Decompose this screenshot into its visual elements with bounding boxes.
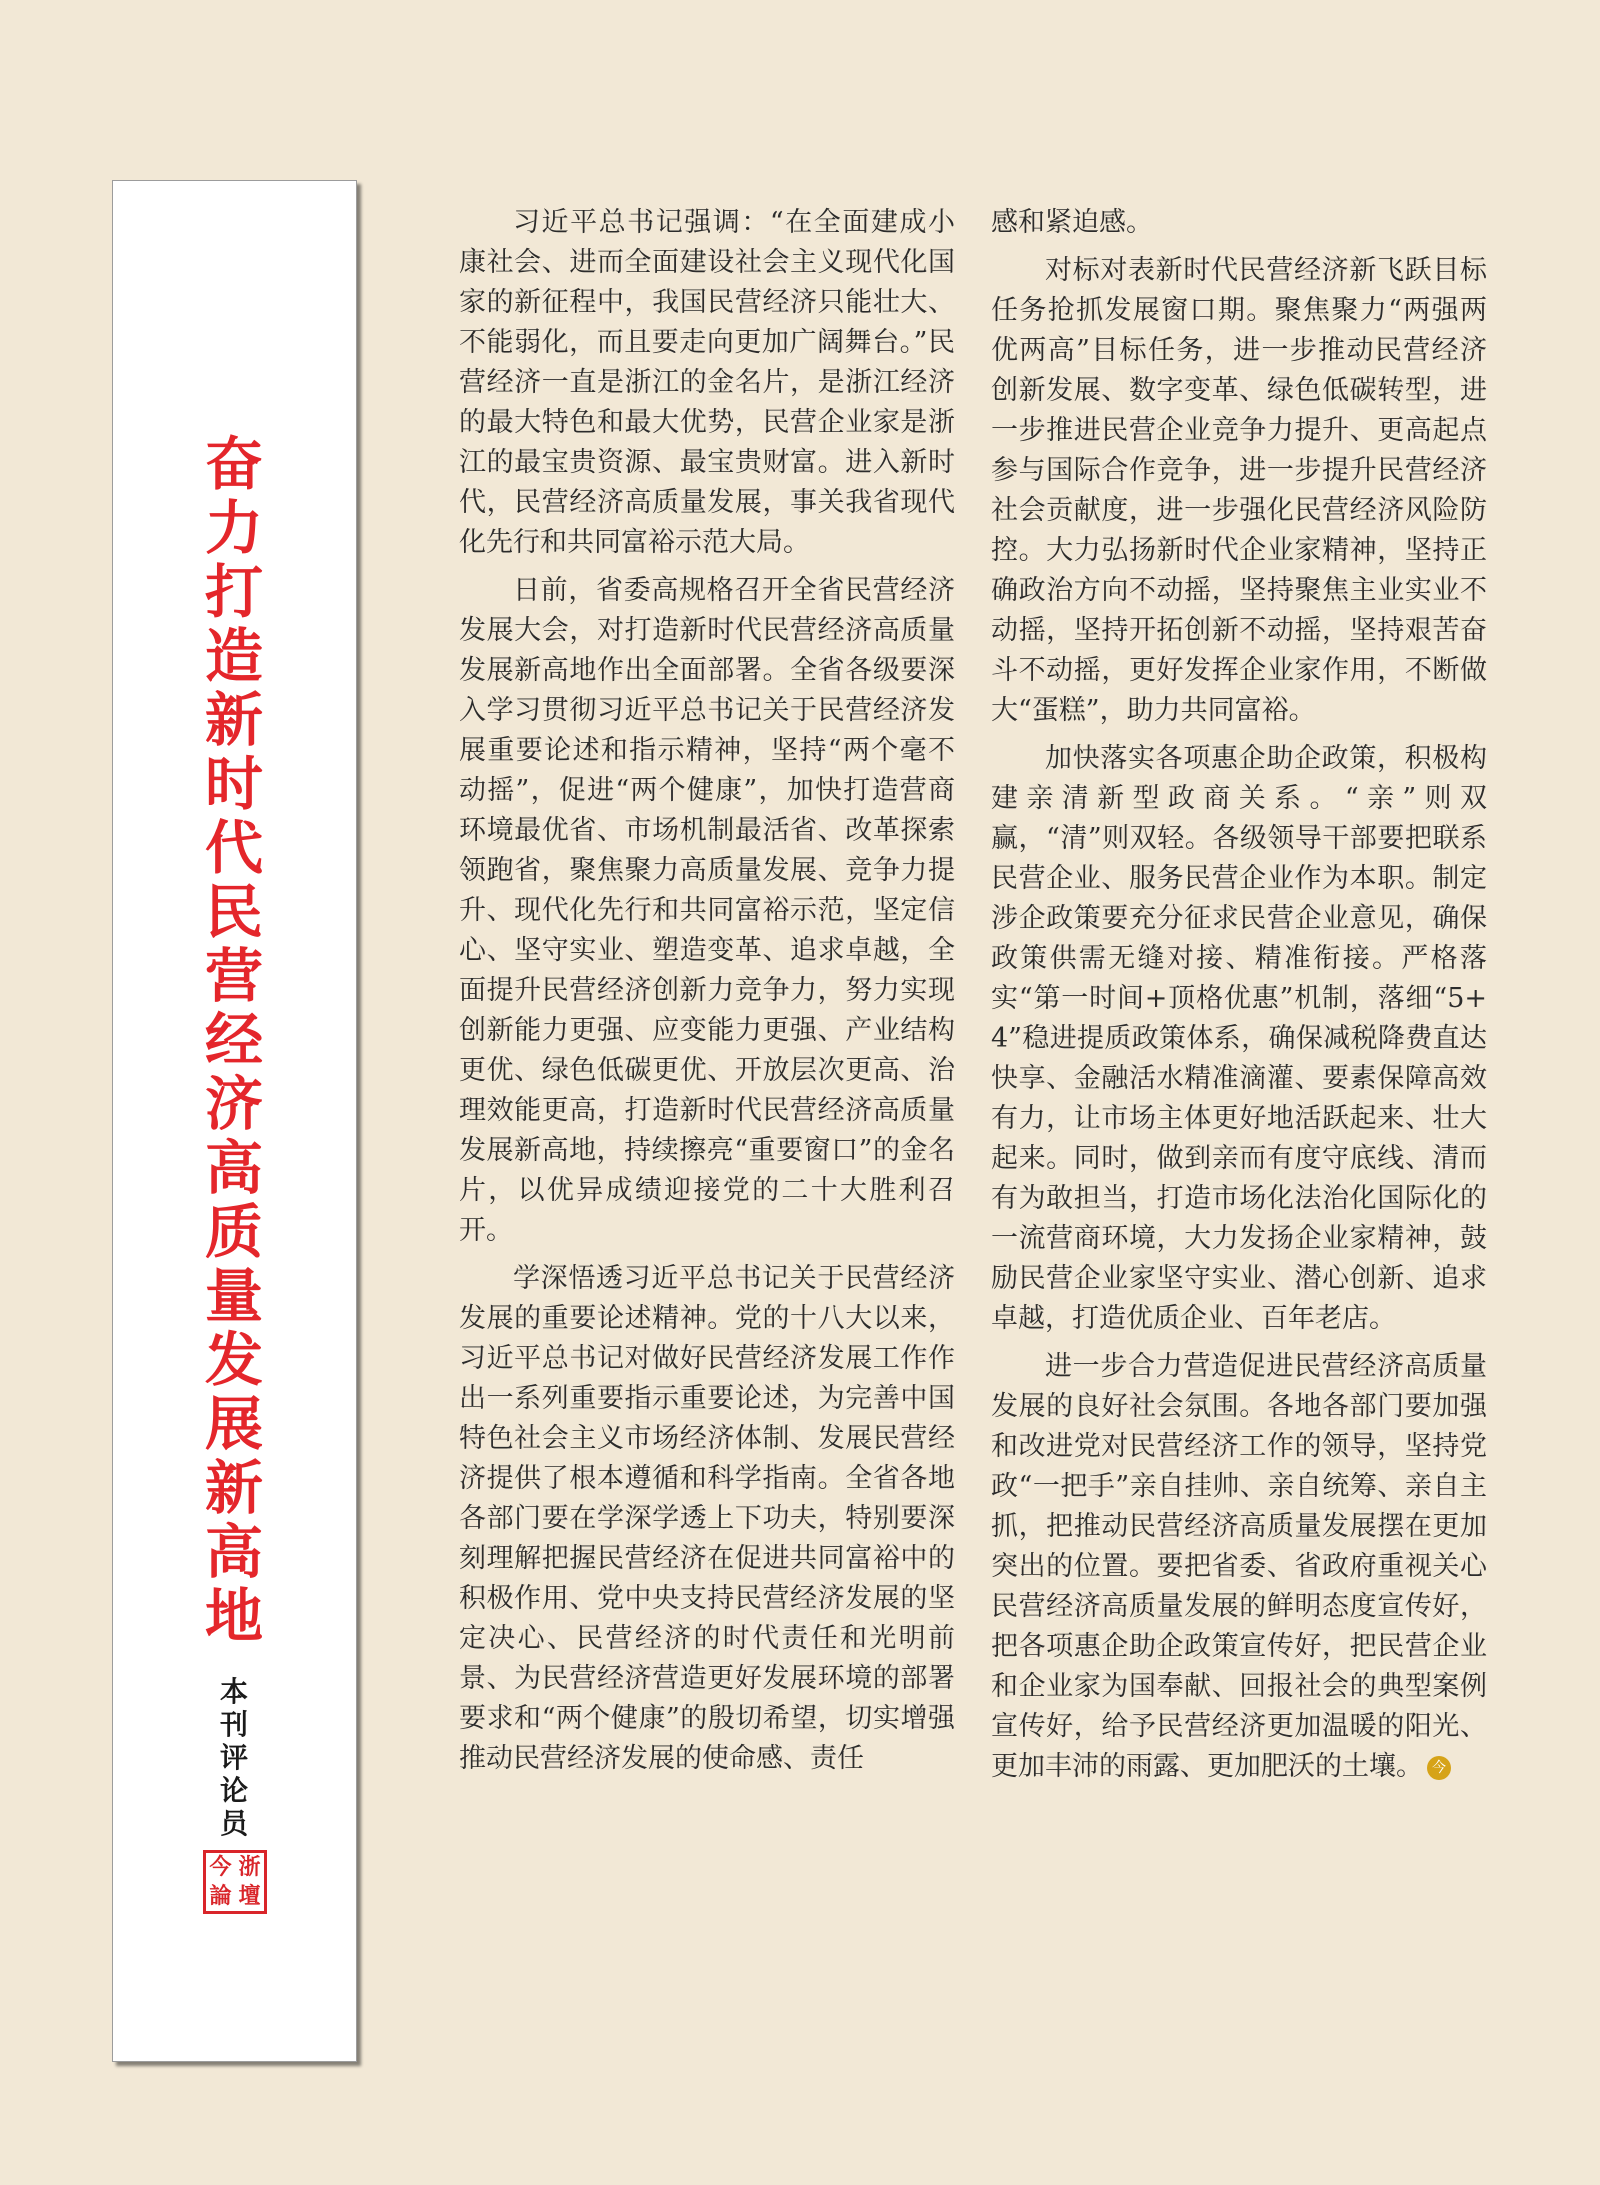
- byline: 本刊评论员: [219, 1675, 248, 1840]
- paragraph: 对标对表新时代民营经济新飞跃目标任务抢抓发展窗口期。聚焦聚力“两强两优两高”目标任务，进一步推动民营经济创新发展、数字变革、绿色低碳转型，进一步推进民营企业竞争力提升、更高起点参与国际合作竞争，进一步提升民营经济社会贡献度，进一步强化民营经济风险防控。大力弘扬新时代企业家精神，坚持正确政治方向不动摇，坚持聚焦主业实业不动摇，坚持开拓创新不动摇，坚持艰苦奋斗不动摇，更好发挥企业家作用，不断做大“蛋糕”，助力共同富裕。: [991, 255, 1487, 726]
- end-mark-icon: 今: [1427, 1756, 1451, 1780]
- paragraph: 日前，省委高规格召开全省民营经济发展大会，对打造新时代民营经济高质量发展新高地作出全面部署。全省各级要深入学习贯彻习近平总书记关于民营经济发展重要论述和指示精神，坚持“两个毫不动摇”，促进“两个健康”，加快打造营商环境最优省、市场机制最活省、改革探索领跑省，聚焦聚力高质量发展、竞争力提升、现代化先行和共同富裕示范，坚定信心、坚守实业、塑造变革、追求卓越，全面提升民营经济创新力竞争力，努力实现创新能力更强、应变能力更强、产业结构更优、绿色低碳更优、开放层次更高、治理效能更高，打造新时代民营经济高质量发展新高地，持续擦亮“重要窗口”的金名片，以优异成绩迎接党的二十大胜利召开。: [459, 575, 955, 1246]
- seal-char: 論: [209, 1883, 232, 1909]
- paragraph: 学深悟透习近平总书记关于民营经济发展的重要论述精神。党的十八大以来，习近平总书记对做好民营经济发展工作作出一系列重要指示重要论述，为完善中国特色社会主义市场经济体制、发展民营经济提供了根本遵循和科学指南。全省各地各部门要在学深学透上下功夫，特别要深刻理解把握民营经济在促进共同富裕中的积极作用、党中央支持民营经济发展的坚定决心、民营经济的时代责任和光明前景、为民营经济营造更好发展环境的部署要求和“两个健康”的殷切希望，切实增强推动民营经济发展的使命感、责任: [459, 1263, 955, 1774]
- paragraph: 习近平总书记强调：“在全面建成小康社会、进而全面建设社会主义现代化国家的新征程中，我国民营经济只能壮大、不能弱化，而且要走向更加广阔舞台。”民营经济一直是浙江的金名片，是浙江经济的最大特色和最大优势，民营企业家是浙江的最宝贵资源、最宝贵财富。进入新时代，民营经济高质量发展，事关我省现代化先行和共同富裕示范大局。: [459, 207, 955, 558]
- seal-stamp: [203, 1850, 267, 1914]
- seal-char: 壇: [238, 1883, 261, 1909]
- seal-char: 今: [209, 1854, 232, 1880]
- seal-char: 浙: [238, 1854, 261, 1880]
- paragraph: 加快落实各项惠企助企政策，积极构建亲清新型政商关系。“亲”则双赢，“清”则双轻。各级领导干部要把联系民营企业、服务民营企业作为本职。制定涉企政策要充分征求民营企业意见，确保政策供需无缝对接、精准衔接。严格落实“第一时间+顶格优惠”机制，落细“5+4”稳进提质政策体系，确保减税降费直达快享、金融活水精准滴灌、要素保障高效有力，让市场主体更好地活跃起来、壮大起来。同时，做到亲而有度守底线、清而有为敢担当，打造市场化法治化国际化的一流营商环境，大力发扬企业家精神，鼓励民营企业家坚守实业、潜心创新、追求卓越，打造优质企业、百年老店。: [991, 743, 1487, 1334]
- article-column-2: [991, 203, 1487, 1795]
- article-column-1: [459, 203, 955, 1787]
- paragraph-last: [991, 1347, 1487, 1787]
- paragraph-text: 进一步合力营造促进民营经济高质量发展的良好社会氛围。各地各部门要加强和改进党对民营经济工作的领导，坚持党政“一把手”亲自挂帅、亲自统筹、亲自主抓，把推动民营经济高质量发展摆在更加突出的位置。要把省委、省政府重视关心民营经济高质量发展的鲜明态度宣传好，把各项惠企助企政策宣传好，把民营企业和企业家为国奉献、回报社会的典型案例宣传好，给予民营经济更加温暖的阳光、更加丰沛的雨露、更加肥沃的土壤。: [991, 1351, 1487, 1782]
- article-title: 奋力打造新时代民营经济高质量发展新高地: [204, 430, 263, 1650]
- paragraph-continuation: 感和紧迫感。: [991, 207, 1153, 238]
